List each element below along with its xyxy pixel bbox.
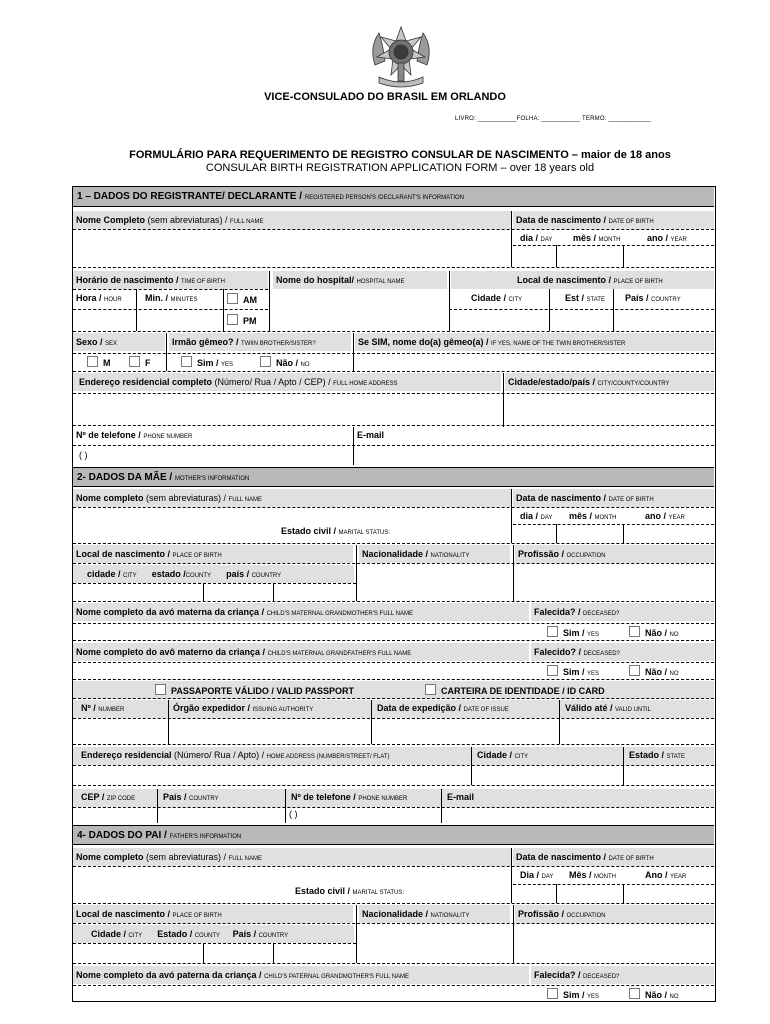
section-father-header: 4- DADOS DO PAI / FATHER'S INFORMATION: [73, 825, 714, 845]
mother-phone-label: Nº de telefone / PHONE NUMBER: [291, 792, 408, 802]
father-profession-label: Profissão / OCCUPATION: [515, 905, 714, 923]
sex-m-option[interactable]: M: [87, 356, 111, 368]
father-nationality-label: Nacionalidade / NATIONALITY: [359, 905, 510, 923]
gf-yes-checkbox: [547, 665, 558, 676]
pm-option[interactable]: PM: [227, 314, 257, 326]
maternal-grandfather-label: Nome completo do avô materno da criança / CHILD'S MATERNAL GRANDFATHER'S FULL NAME: [73, 643, 529, 661]
section-mother-header: 2- DADOS DA MÃE / MOTHER'S INFORMATION: [73, 467, 714, 487]
father-birth-subfields: Cidade / CITY Estado / COUNTY País / COUNTRY: [73, 925, 354, 943]
mother-country-label: País / COUNTRY: [163, 792, 219, 802]
dob-label: Data de nascimento / DATE OF BIRTH: [513, 211, 714, 229]
father-year-label: Ano / YEAR: [645, 870, 687, 880]
birth-state-label: Est / STATE: [565, 293, 605, 303]
gm-deceased-yes[interactable]: Sim / YES: [547, 626, 599, 638]
paternal-gm-yes-checkbox: [547, 988, 558, 999]
issuer-label: Órgão expedidor / ISSUING AUTHORITY: [173, 703, 314, 713]
gm-yes-checkbox: [547, 626, 558, 637]
sex-m-checkbox: [87, 356, 98, 367]
twin-yes-checkbox: [181, 356, 192, 367]
am-option[interactable]: AM: [227, 293, 257, 305]
twin-yes-option[interactable]: Sim / YES: [181, 356, 233, 368]
birth-city-label: Cidade / CITY: [471, 293, 523, 303]
paternal-gm-no-checkbox: [629, 988, 640, 999]
mother-place-label: Local de nascimento / PLACE OF BIRTH: [73, 545, 353, 563]
sex-label: Sexo / SEX: [73, 333, 165, 351]
father-marital-label: Estado civil / MARITAL STATUS:: [295, 886, 404, 896]
month-label: mês / MONTH: [573, 233, 621, 243]
twin-no-checkbox: [260, 356, 271, 367]
gf-deceased-no[interactable]: Não / NO: [629, 665, 679, 677]
email-label: E-mail: [357, 430, 385, 440]
maternal-grandmother-label: Nome completo da avó materna da criança / CHILD'S MATERNAL GRANDMOTHER'S FULL NAME: [73, 603, 529, 621]
address-input[interactable]: [75, 395, 501, 425]
father-month-label: Mês / MONTH: [569, 870, 617, 880]
address-label: Endereço residencial completo (Número/ Rua / Apto / CEP) / FULL HOME ADDRESS: [73, 373, 501, 391]
mother-birth-subfields: cidade / CITY estado /COUNTY país / COUNTRY: [73, 565, 354, 583]
mother-year-label: ano / YEAR: [645, 511, 685, 521]
gm-deceased-no[interactable]: Não / NO: [629, 626, 679, 638]
issue-date-label: Data de expedição / DATE OF ISSUE: [377, 703, 509, 713]
paternal-grandmother-label: Nome completo da avó paterna da criança / CHILD'S PATERNAL GRANDMOTHER'S FULL NAME: [73, 966, 529, 984]
grandmother-deceased-label: Falecida? / DECEASED?: [531, 603, 714, 621]
mother-profession-label: Profissão / OCCUPATION: [515, 545, 714, 563]
mother-day-label: dia / DAY: [520, 511, 553, 521]
place-of-birth-label: Local de nascimento / PLACE OF BIRTH: [451, 271, 714, 289]
brazil-coat-of-arms-icon: [365, 25, 437, 91]
father-place-label: Local de nascimento / PLACE OF BIRTH: [73, 905, 353, 923]
fullname-input[interactable]: [75, 231, 509, 265]
gm-no-checkbox: [629, 626, 640, 637]
consulate-name: VICE-CONSULADO DO BRASIL EM ORLANDO: [264, 91, 506, 103]
am-checkbox: [227, 293, 238, 304]
gf-deceased-yes[interactable]: Sim / YES: [547, 665, 599, 677]
father-fullname-label: Nome completo (sem abreviaturas) / FULL NAME: [73, 848, 511, 866]
valid-until-label: Válido até / VALID UNTIL: [565, 703, 651, 713]
id-card-checkbox: [425, 684, 436, 695]
mother-email-label: E-mail: [447, 792, 475, 802]
mother-phone-area-code[interactable]: ( ): [289, 809, 298, 819]
gf-no-checkbox: [629, 665, 640, 676]
grandfather-deceased-label: Falecido? / DECEASED?: [531, 643, 714, 661]
sex-f-checkbox: [129, 356, 140, 367]
document-number-label: Nº / NUMBER: [81, 703, 125, 713]
registration-form: [72, 186, 716, 1002]
hour-label: Hora / HOUR: [76, 293, 122, 303]
form-title: FORMULÁRIO PARA REQUERIMENTO DE REGISTRO CONSULAR DE NASCIMENTO – maior de 18 anos: [129, 149, 671, 161]
father-dob-label: Data de nascimento / DATE OF BIRTH: [513, 848, 714, 866]
mother-month-label: mês / MONTH: [569, 511, 617, 521]
twin-no-option[interactable]: Não / NO: [260, 356, 310, 368]
birth-country-label: País / COUNTRY: [625, 293, 681, 303]
time-of-birth-label: Horário de nascimento / TIME OF BIRTH: [73, 271, 268, 289]
mother-state-label: Estado / STATE: [629, 750, 685, 760]
mother-city-label: Cidade / CITY: [477, 750, 529, 760]
twin-label: Irmão gêmeo? / TWIIN BROTHER/SISTER?: [169, 333, 351, 351]
phone-area-code[interactable]: ( ): [79, 450, 88, 460]
city-state-country-label: Cidade/estado/país / CITY/COUNTY/COUNTRY: [505, 373, 714, 391]
fullname-label: Nome Completo (sem abreviaturas) / FULL NAME: [73, 211, 511, 229]
mother-nationality-label: Nacionalidade / NATIONALITY: [359, 545, 510, 563]
day-label: dia / DAY: [520, 233, 553, 243]
sex-f-option[interactable]: F: [129, 356, 151, 368]
year-label: ano / YEAR: [647, 233, 687, 243]
id-card-option[interactable]: CARTEIRA DE IDENTIDADE / ID CARD: [425, 684, 605, 696]
minutes-label: Min. / MINUTES: [145, 293, 198, 303]
zip-label: CEP / ZIP CODE: [81, 792, 136, 802]
mother-dob-label: Data de nascimento / DATE OF BIRTH: [513, 489, 714, 507]
passport-option[interactable]: PASSAPORTE VÁLIDO / VALID PASSPORT: [155, 684, 354, 696]
paternal-gm-deceased-label: Falecida? / DECEASED?: [531, 966, 714, 984]
mother-fullname-label: Nome completo (sem abreviaturas) / FULL NAME: [73, 489, 511, 507]
mother-marital-label: Estado civil / MARITAL STATUS:: [281, 526, 390, 536]
form-subtitle: CONSULAR BIRTH REGISTRATION APPLICATION FORM – over 18 years old: [205, 162, 595, 174]
passport-checkbox: [155, 684, 166, 695]
hospital-label: Nome do hospital/ HOSPITAL NAME: [273, 271, 447, 289]
twin-name-label: Se SIM, nome do(a) gêmeo(a) / IF YES, NAME OF THE TWIN BROTHER/SISTER: [355, 333, 714, 351]
registry-line: LIVRO: ___________FOLHA: ___________ TERMO: ____________: [455, 116, 651, 122]
phone-label: Nº de telefone / PHONE NUMBER: [76, 430, 193, 440]
mother-address-label: Endereço residencial (Número/ Rua / Apto) / HOME ADDRESS (NUMBER/STREET/ FLAT): [81, 750, 390, 760]
paternal-gm-deceased-yes[interactable]: Sim / YES: [547, 988, 599, 1000]
pm-checkbox: [227, 314, 238, 325]
paternal-gm-deceased-no[interactable]: Não / NO: [629, 988, 679, 1000]
father-day-label: Dia / DAY: [520, 870, 554, 880]
section-registrant-header: 1 – DADOS DO REGISTRANTE/ DECLARANTE / REGISTERED PERSON'S /DECLARANT'S INFORMATION: [73, 187, 714, 207]
